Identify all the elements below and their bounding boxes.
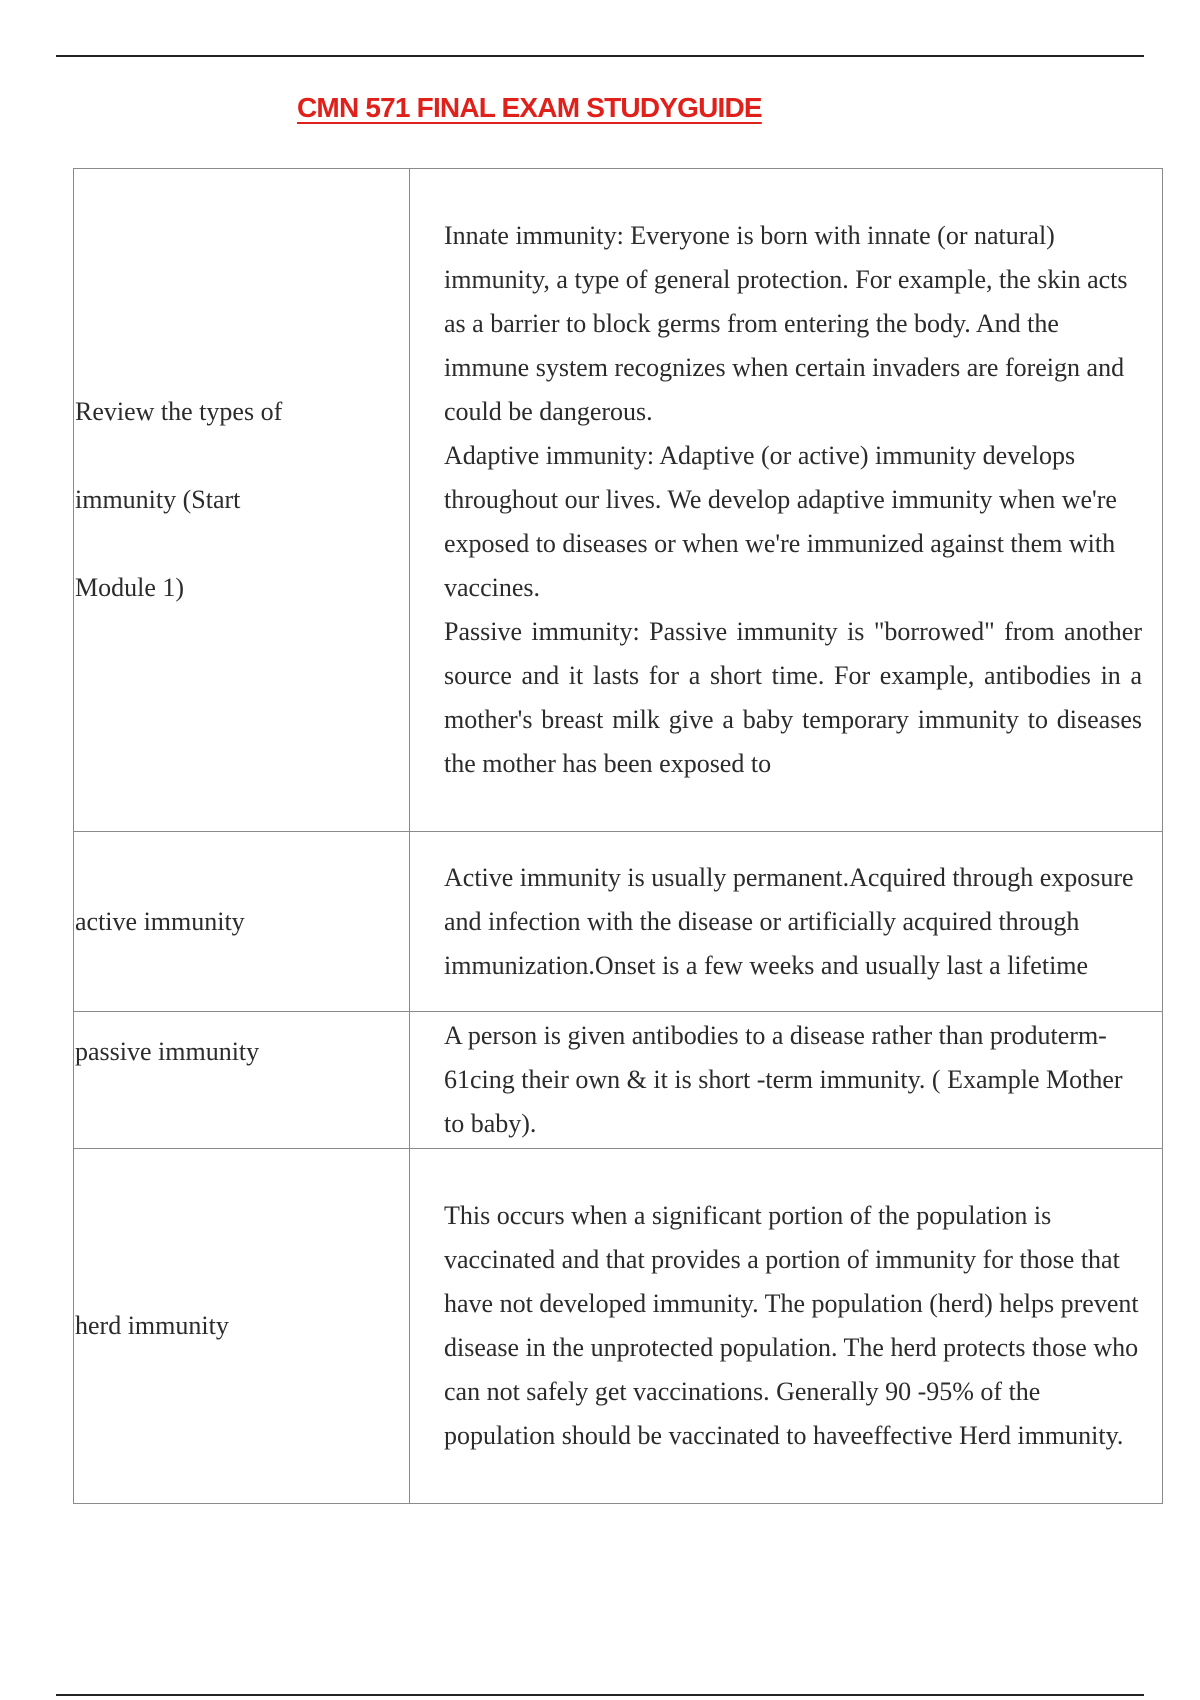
description-text: Active immunity is usually permanent.Acquired through exposure and infection with the disease or artificially acquired through immunization.Onset is a few weeks and usually last a lifetime xyxy=(444,862,1134,980)
document-title: CMN 571 FINAL EXAM STUDYGUIDE xyxy=(297,92,762,123)
description-cell xyxy=(410,1149,1163,1504)
description-text: This occurs when a significant portion of the population is vaccinated and that provides a portion of immunity for those that have not developed immunity. The population (herd) helps prevent disease in the unprotected population. The herd protects those who can not safely get vaccinations. Generally 90 -95% of the population should be vaccinated to haveeffective Herd immunity. xyxy=(444,1201,1139,1450)
topic-cell xyxy=(74,169,410,832)
description-text: A person is given antibodies to a disease rather than produterm-61cing their own & it is short -term immunity. ( Example Mother to baby). xyxy=(444,1021,1123,1138)
topic-cell xyxy=(74,832,410,1012)
passive-immunity-paragraph: Passive immunity: Passive immunity is "borrowed" from another source and it lasts for a short time. For example, antibodies in a mother's breast milk give a baby temporary immunity to diseases the mother has been exposed to xyxy=(444,617,1142,778)
topic-label: herd immunity xyxy=(75,1311,229,1340)
topic-label: active immunity xyxy=(75,906,245,936)
study-guide-table xyxy=(73,168,1163,1504)
innate-immunity-paragraph: Innate immunity: Everyone is born with innate (or natural) immunity, a type of general protection. For example, the skin acts as a barrier to block germs from entering the body. And the immune system recognizes when certain invaders are foreign and could be dangerous. xyxy=(444,221,1128,426)
topic-label: passive immunity xyxy=(75,1037,260,1066)
topic-line: Module 1) xyxy=(75,573,185,602)
description-cell xyxy=(410,1012,1163,1149)
topic-line: immunity (Start xyxy=(75,485,241,514)
table-row-herd-immunity xyxy=(74,1149,1163,1504)
table-row-active-immunity xyxy=(74,832,1163,1012)
topic-cell xyxy=(74,1012,410,1149)
adaptive-immunity-paragraph: Adaptive immunity: Adaptive (or active) immunity develops throughout our lives. We develop adaptive immunity when we're exposed to diseases or when we're immunized against them with vaccines. xyxy=(444,441,1117,602)
topic-cell xyxy=(74,1149,410,1504)
table-row-types-of-immunity xyxy=(74,169,1163,832)
header-rule xyxy=(56,55,1144,57)
footer-rule xyxy=(56,1694,1144,1696)
description-cell xyxy=(410,832,1163,1012)
description-cell xyxy=(410,169,1163,832)
topic-line: Review the types of xyxy=(75,397,283,426)
table-row-passive-immunity xyxy=(74,1012,1163,1149)
